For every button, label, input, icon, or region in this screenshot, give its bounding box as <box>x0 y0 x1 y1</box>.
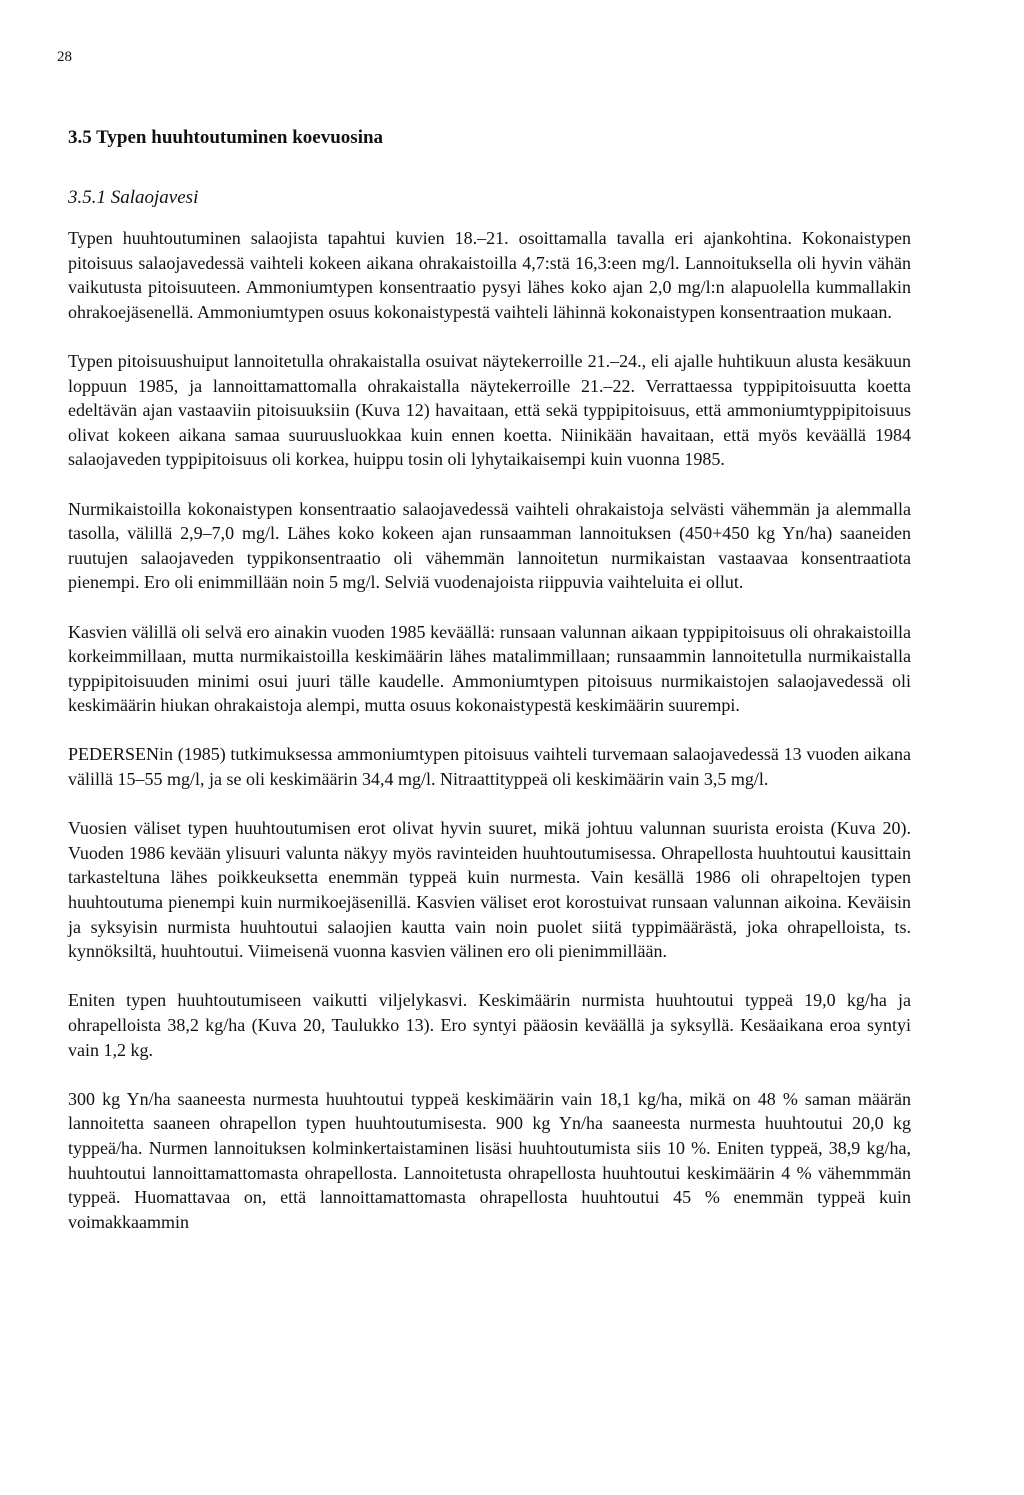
paragraph-4: Kasvien välillä oli selvä ero ainakin vuoden 1985 keväällä: runsaan valunnan aikaan typpipitoisuus oli ohrakaistoilla korkeimmillaan, mutta nurmikaistoilla keskimäärin lähes matalimmillaan; runsaammin lannoitetulla nurmikaistalla typpipitoisuuden minimi osui juuri tälle kaudelle. Ammoniumtypen pitoisuus nurmikaistojen salaojavedessä oli keskimäärin hiukan ohrakaistoja alempi, mutta osuus kokonaistypestä keskimäärin suurempi. <box>68 621 911 716</box>
body-text <box>68 226 911 1259</box>
paragraph-7: Eniten typen huuhtoutumiseen vaikutti viljelykasvi. Keskimäärin nurmista huuhtoutui typpeä 19,0 kg/ha ja ohrapelloista 38,2 kg/ha (Kuva 20, Taulukko 13). Ero syntyi pääosin keväällä ja syksyllä. Kesäaikana eroa syntyi vain 1,2 kg. <box>68 990 911 1060</box>
page-number: 28 <box>57 49 72 65</box>
paragraph-6: Vuosien väliset typen huuhtoutumisen erot olivat hyvin suuret, mikä johtuu valunnan suurista eroista (Kuva 20). Vuoden 1986 kevään ylisuuri valunta näkyy myös ravinteiden huuhtoutumisessa. Ohrapellosta huuhtoutui kausittain tarkasteltuna lähes poikkeuksetta enemmän typpeä kuin nurmesta. Vain kesällä 1986 oli ohrapeltojen typen huuhtoutuma pienempi kuin nurmikoejäsenillä. Kasvien väliset erot korostuivat runsaan valunnan aikoina. Keväisin ja syksyisin nurmista huuhtoutui salaojien kautta vain noin puolet siitä typpimäärästä, joka ohrapelloista, ts. kynnöksiltä, huuhtoutui. Viimeisenä vuonna kasvien välinen ero oli pienimmillään. <box>68 818 911 962</box>
section-number: 3.5 <box>68 127 92 148</box>
subsection-number: 3.5.1 <box>68 187 106 208</box>
paragraph-5: PEDERSENin (1985) tutkimuksessa ammoniumtypen pitoisuus vaihteli turvemaan salaojavedessä 13 vuoden aikana välillä 15–55 mg/l, ja se oli keskimäärin 34,4 mg/l. Nitraattityppeä oli keskimäärin vain 3,5 mg/l. <box>68 744 911 790</box>
section-heading <box>68 126 383 150</box>
subsection-title: Salaojavesi <box>110 187 199 208</box>
section-title: Typen huuhtoutuminen koevuosina <box>96 127 384 148</box>
paragraph-2: Typen pitoisuushuiput lannoitetulla ohrakaistalla osuivat näytekerroille 21.–24., eli ajalle huhtikuun alusta kesäkuun loppuun 1985, ja lannoittamattomalla ohrakaistalla näytekerroille 21.–22. Verrattaessa typpipitoisuutta koetta edeltävän ajan vastaaviin pitoisuuksiin (Kuva 12) havaitaan, että sekä typpipitoisuus, että ammoniumtyppipitoisuus olivat kokeen aikana samaa suuruusluokkaa kuin ennen koetta. Niinikään havaitaan, että myös keväällä 1984 salaojaveden typpipitoisuus oli korkea, huippu tosin oli lyhytaikaisempi kuin vuonna 1985. <box>68 350 911 470</box>
subsection-heading <box>68 186 198 210</box>
paragraph-1: Typen huuhtoutuminen salaojista tapahtui kuvien 18.–21. osoittamalla tavalla eri ajankohtina. Kokonaistypen pitoisuus salaojavedessä vaihteli kokeen aikana ohrakaistoilla 4,7:stä 16,3:een mg/l. Lannoituksella oli hyvin vähän vaikutusta pitoisuuteen. Ammoniumtypen konsentraatio pysyi lähes koko ajan 2,0 mg/l:n alapuolella kummallakin ohrakoejäsenellä. Ammoniumtypen osuus kokonaistypestä vaihteli lähinnä kokonaistypen konsentraation mukaan. <box>68 228 911 322</box>
paragraph-8: 300 kg Yn/ha saaneesta nurmesta huuhtoutui typpeä keskimäärin vain 18,1 kg/ha, mikä on 48 % saman määrän lannoitetta saaneen ohrapellon typen huuhtoutumisesta. 900 kg Yn/ha saaneesta nurmesta huuhtoutui 20,0 kg typpeä/ha. Nurmen lannoituksen kolminkertaistaminen lisäsi huuhtoutumista siis 10 %. Eniten typpeä, 38,9 kg/ha, huuhtoutui lannoittamattomasta ohrapellosta. Lannoitetusta ohrapellosta huuhtoutui keskimäärin 4 % vähemmmän typpeä. Huomattavaa on, että lannoittamattomasta ohrapellosta huuhtoutui 45 % enemmän typpeä kuin voimakkaammin <box>68 1088 911 1232</box>
paragraph-3: Nurmikaistoilla kokonaistypen konsentraatio salaojavedessä vaihteli ohrakaistoja selvästi vähemmän ja alemmalla tasolla, välillä 2,9–7,0 mg/l. Lähes koko kokeen ajan runsaamman lannoituksen (450+450 kg Yn/ha) saaneiden ruutujen salaojaveden typpikonsentraatio oli vähemmän lannoitetun nurmikaistan vastaavaa konsentraatiota pienempi. Ero oli enimmillään noin 5 mg/l. Selviä vuodenajoista riippuvia vaihteluita ei ollut. <box>68 498 911 593</box>
